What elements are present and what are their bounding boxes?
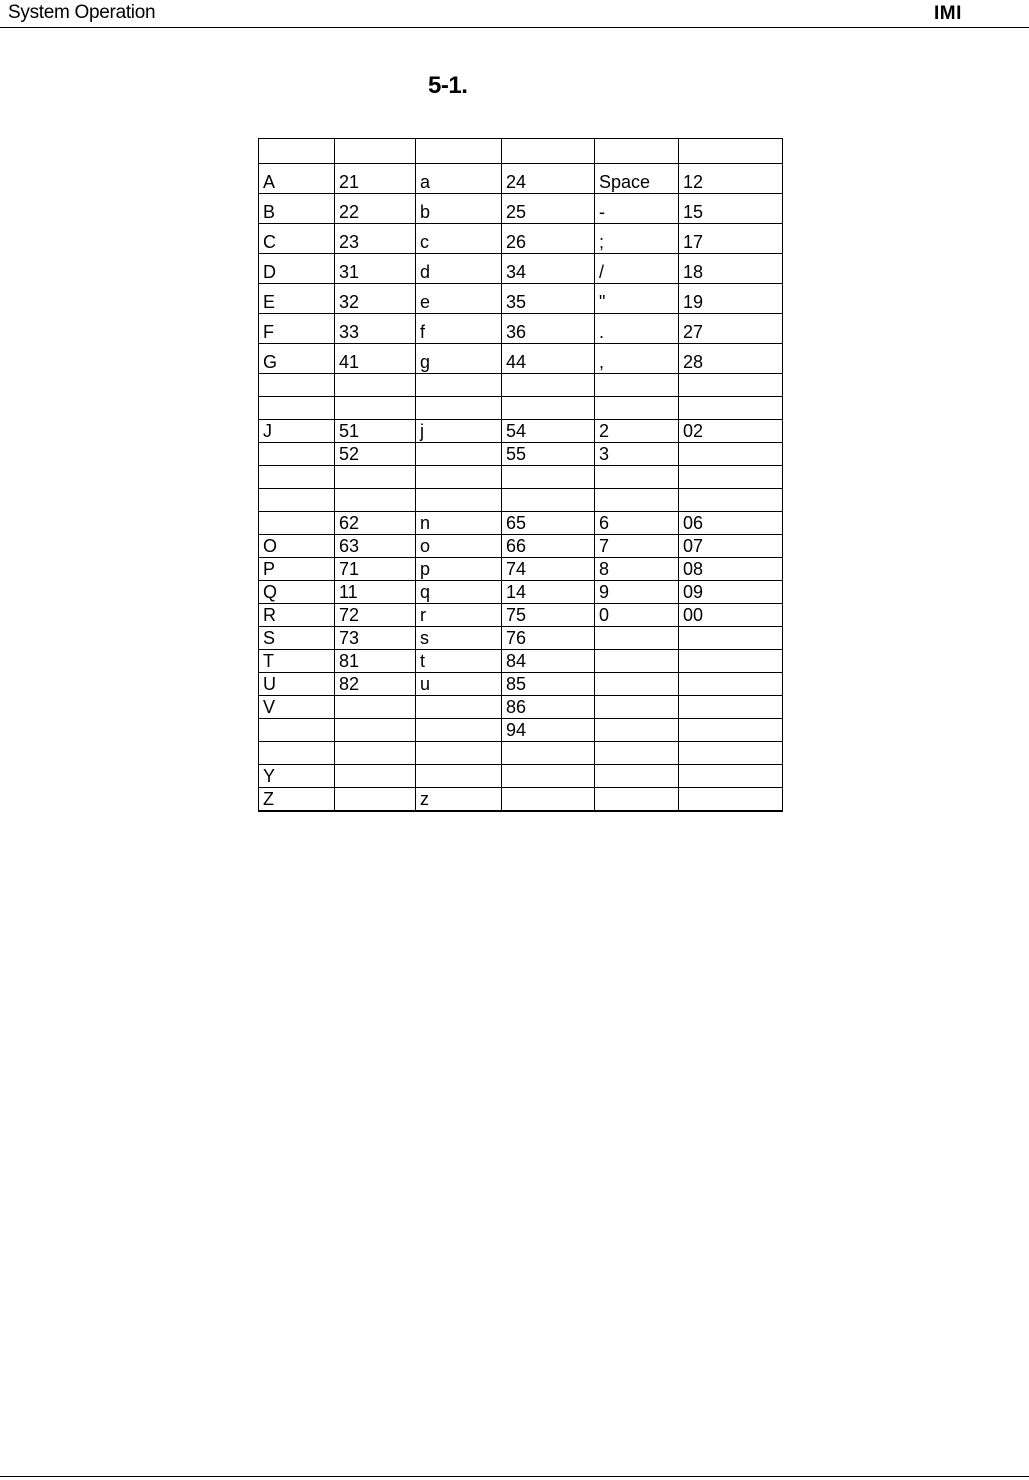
table-cell: r xyxy=(416,604,502,627)
table-cell xyxy=(679,719,783,742)
footer-rule xyxy=(0,1476,1029,1477)
table-cell: 0 xyxy=(595,604,679,627)
table-cell xyxy=(595,397,679,420)
table-cell: Z xyxy=(259,788,335,812)
table-cell: 6 xyxy=(595,512,679,535)
table-cell: 32 xyxy=(335,284,416,314)
column-header xyxy=(416,139,502,164)
table-cell xyxy=(416,742,502,765)
table-cell: 18 xyxy=(679,254,783,284)
table-cell: 08 xyxy=(679,558,783,581)
table-cell xyxy=(679,742,783,765)
table-cell: n xyxy=(416,512,502,535)
table-cell: 44 xyxy=(502,344,595,374)
table-cell: 75 xyxy=(502,604,595,627)
table-cell: 15 xyxy=(679,194,783,224)
table-cell xyxy=(679,466,783,489)
table-cell: , xyxy=(595,344,679,374)
table-cell: 52 xyxy=(335,443,416,466)
table-row xyxy=(259,314,783,344)
table-cell xyxy=(679,788,783,812)
table-cell xyxy=(416,719,502,742)
table-cell: 21 xyxy=(335,164,416,194)
table-cell xyxy=(335,466,416,489)
table-cell: 62 xyxy=(335,512,416,535)
table-cell: q xyxy=(416,581,502,604)
table-cell: O xyxy=(259,535,335,558)
page-header xyxy=(0,0,1029,28)
table-cell: u xyxy=(416,673,502,696)
table-cell xyxy=(679,397,783,420)
table-cell xyxy=(502,765,595,788)
table-cell: E xyxy=(259,284,335,314)
table-cell: 65 xyxy=(502,512,595,535)
table-cell: 85 xyxy=(502,673,595,696)
table-cell xyxy=(679,673,783,696)
table-cell: c xyxy=(416,224,502,254)
table-cell: 22 xyxy=(335,194,416,224)
table-title: 5-1. xyxy=(428,72,468,99)
table-cell xyxy=(502,466,595,489)
table-cell: G xyxy=(259,344,335,374)
table-cell xyxy=(679,374,783,397)
table-row xyxy=(259,443,783,466)
table-cell xyxy=(595,374,679,397)
column-header xyxy=(259,139,335,164)
table-cell: 76 xyxy=(502,627,595,650)
table-cell: 63 xyxy=(335,535,416,558)
table-cell: 24 xyxy=(502,164,595,194)
table-row xyxy=(259,719,783,742)
table-cell xyxy=(595,742,679,765)
table-cell xyxy=(416,443,502,466)
table-cell xyxy=(679,443,783,466)
table-row xyxy=(259,673,783,696)
table-row xyxy=(259,374,783,397)
table-cell: C xyxy=(259,224,335,254)
table-cell: U xyxy=(259,673,335,696)
table-cell xyxy=(595,627,679,650)
column-header xyxy=(335,139,416,164)
table-cell: 09 xyxy=(679,581,783,604)
table-cell: 17 xyxy=(679,224,783,254)
table-row xyxy=(259,489,783,512)
table-cell: 81 xyxy=(335,650,416,673)
table-cell: 14 xyxy=(502,581,595,604)
table-cell: d xyxy=(416,254,502,284)
table-cell: A xyxy=(259,164,335,194)
table-cell: e xyxy=(416,284,502,314)
table-cell xyxy=(679,696,783,719)
table-row xyxy=(259,420,783,443)
table-cell: s xyxy=(416,627,502,650)
table-cell: D xyxy=(259,254,335,284)
table-cell xyxy=(259,512,335,535)
table-cell: V xyxy=(259,696,335,719)
table-cell xyxy=(416,466,502,489)
table-row xyxy=(259,788,783,812)
table-row xyxy=(259,696,783,719)
table-cell: o xyxy=(416,535,502,558)
table-cell: 35 xyxy=(502,284,595,314)
table-cell xyxy=(502,374,595,397)
column-header xyxy=(502,139,595,164)
table-cell: J xyxy=(259,420,335,443)
table-cell: 54 xyxy=(502,420,595,443)
table-cell xyxy=(416,374,502,397)
table-cell xyxy=(259,397,335,420)
table-cell: 84 xyxy=(502,650,595,673)
column-header xyxy=(595,139,679,164)
table-cell: F xyxy=(259,314,335,344)
table-cell xyxy=(595,696,679,719)
table-row xyxy=(259,194,783,224)
table-cell: 7 xyxy=(595,535,679,558)
table-cell: f xyxy=(416,314,502,344)
table-row xyxy=(259,765,783,788)
table-cell: 02 xyxy=(679,420,783,443)
table-cell xyxy=(259,374,335,397)
table-cell xyxy=(679,489,783,512)
table-cell: 23 xyxy=(335,224,416,254)
table-cell xyxy=(595,650,679,673)
table-row xyxy=(259,581,783,604)
table-cell xyxy=(335,397,416,420)
table-cell xyxy=(335,719,416,742)
table-cell: R xyxy=(259,604,335,627)
table-row xyxy=(259,397,783,420)
table-cell: T xyxy=(259,650,335,673)
table-cell xyxy=(679,627,783,650)
table-cell xyxy=(679,650,783,673)
table-cell: 3 xyxy=(595,443,679,466)
table-cell: p xyxy=(416,558,502,581)
table-row xyxy=(259,164,783,194)
table-cell: P xyxy=(259,558,335,581)
table-row xyxy=(259,224,783,254)
table-cell: S xyxy=(259,627,335,650)
column-header xyxy=(679,139,783,164)
table-row xyxy=(259,254,783,284)
table-header-row xyxy=(259,139,783,164)
table-cell: 74 xyxy=(502,558,595,581)
table-cell: 86 xyxy=(502,696,595,719)
table-row xyxy=(259,650,783,673)
table-cell: / xyxy=(595,254,679,284)
table-cell xyxy=(595,466,679,489)
table-cell: g xyxy=(416,344,502,374)
table-cell: 07 xyxy=(679,535,783,558)
table-cell: j xyxy=(416,420,502,443)
table-cell: 19 xyxy=(679,284,783,314)
table-cell xyxy=(335,374,416,397)
table-cell: t xyxy=(416,650,502,673)
table-cell xyxy=(259,489,335,512)
table-cell xyxy=(259,719,335,742)
table-row xyxy=(259,344,783,374)
table-cell: 66 xyxy=(502,535,595,558)
table-cell xyxy=(335,696,416,719)
table-cell xyxy=(259,466,335,489)
table-row xyxy=(259,742,783,765)
table-cell: 31 xyxy=(335,254,416,284)
table-cell: 72 xyxy=(335,604,416,627)
table-cell: z xyxy=(416,788,502,812)
table-cell xyxy=(259,742,335,765)
table-cell xyxy=(416,489,502,512)
table-cell xyxy=(335,489,416,512)
table-cell: 25 xyxy=(502,194,595,224)
table-cell: " xyxy=(595,284,679,314)
table-cell: 94 xyxy=(502,719,595,742)
table-cell: 28 xyxy=(679,344,783,374)
table-cell: 26 xyxy=(502,224,595,254)
table-row xyxy=(259,604,783,627)
table-cell: B xyxy=(259,194,335,224)
table-cell: 00 xyxy=(679,604,783,627)
table-cell xyxy=(335,765,416,788)
table-cell xyxy=(679,765,783,788)
table-cell xyxy=(595,765,679,788)
table-cell xyxy=(259,443,335,466)
table-row xyxy=(259,512,783,535)
table-cell xyxy=(502,788,595,812)
table-cell: Y xyxy=(259,765,335,788)
table-cell xyxy=(595,788,679,812)
table-cell: 51 xyxy=(335,420,416,443)
table-cell xyxy=(595,489,679,512)
table-cell xyxy=(335,788,416,812)
table-cell: . xyxy=(595,314,679,344)
table-cell xyxy=(595,673,679,696)
table-cell: Q xyxy=(259,581,335,604)
table-cell xyxy=(502,489,595,512)
table-row xyxy=(259,466,783,489)
table-row xyxy=(259,535,783,558)
header-company-mark: IMI xyxy=(934,3,962,24)
table-body xyxy=(259,164,783,812)
table-cell: 34 xyxy=(502,254,595,284)
table-cell: 41 xyxy=(335,344,416,374)
table-row xyxy=(259,558,783,581)
table-cell: a xyxy=(416,164,502,194)
character-code-table xyxy=(258,138,783,812)
table-cell: Space xyxy=(595,164,679,194)
table-row xyxy=(259,284,783,314)
table-cell: 73 xyxy=(335,627,416,650)
table-cell: ; xyxy=(595,224,679,254)
table-cell: 33 xyxy=(335,314,416,344)
table-cell: 06 xyxy=(679,512,783,535)
table-cell: 71 xyxy=(335,558,416,581)
table-cell: 12 xyxy=(679,164,783,194)
table-cell xyxy=(416,397,502,420)
header-section-title: System Operation xyxy=(8,2,156,23)
table-cell xyxy=(595,719,679,742)
table-cell xyxy=(502,397,595,420)
table-cell: 2 xyxy=(595,420,679,443)
table-cell: 11 xyxy=(335,581,416,604)
table-cell: 36 xyxy=(502,314,595,344)
table-cell: 27 xyxy=(679,314,783,344)
table-row xyxy=(259,627,783,650)
table-cell xyxy=(416,765,502,788)
table-cell: - xyxy=(595,194,679,224)
table-cell: b xyxy=(416,194,502,224)
table-cell xyxy=(335,742,416,765)
table-cell: 55 xyxy=(502,443,595,466)
table-cell: 8 xyxy=(595,558,679,581)
table-cell xyxy=(502,742,595,765)
table-cell: 82 xyxy=(335,673,416,696)
table-cell xyxy=(416,696,502,719)
table-cell: 9 xyxy=(595,581,679,604)
